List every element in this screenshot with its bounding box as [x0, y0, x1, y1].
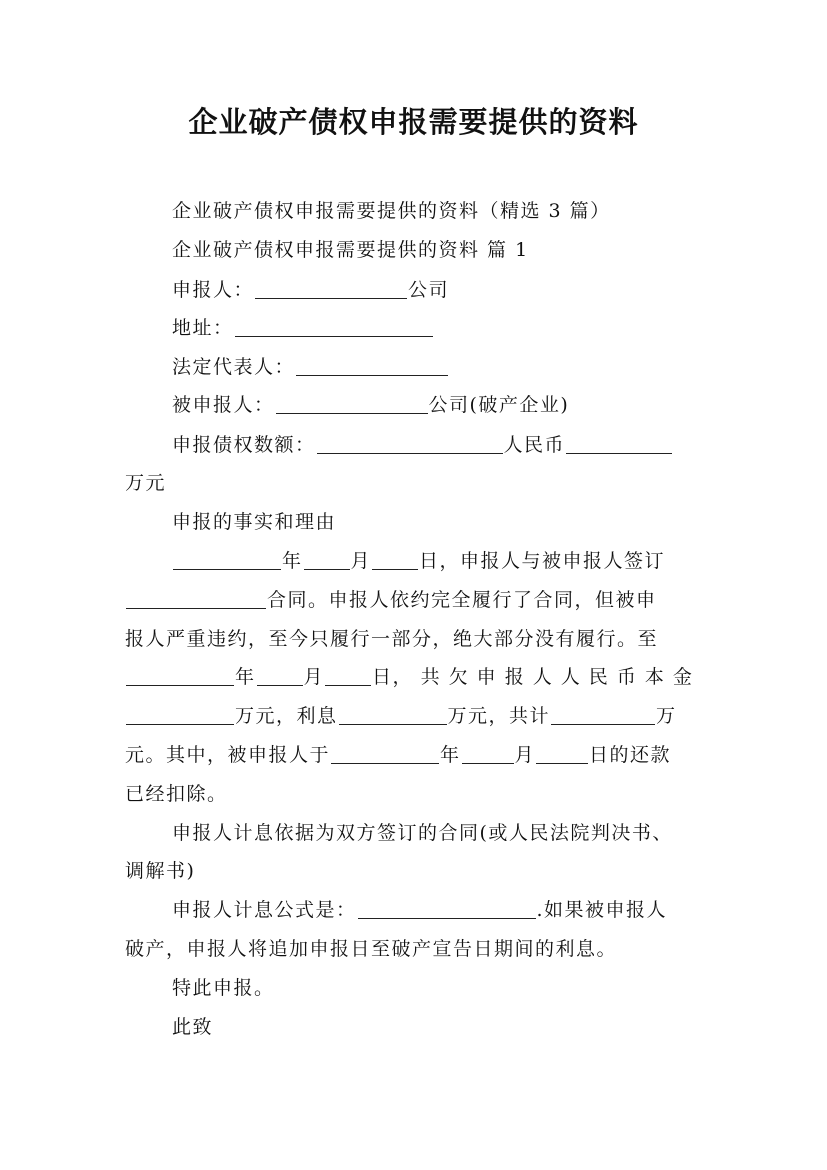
facts-heading: 申报的事实和理由: [172, 511, 337, 533]
facts-line-3: [125, 624, 658, 654]
legal-rep-blank[interactable]: [296, 355, 448, 376]
repayment-text: 日的还款: [589, 744, 672, 766]
contract-day-blank[interactable]: [372, 549, 418, 570]
address-blank[interactable]: [235, 316, 433, 337]
contract-name-blank[interactable]: [126, 588, 266, 609]
interest-basis-line: [172, 818, 673, 848]
month-label: 月: [350, 550, 372, 572]
salutation-line: [172, 1012, 213, 1042]
subtitle-line: [172, 196, 611, 226]
year-label: 年: [235, 666, 256, 688]
facts-text-7: 已经扣除。: [125, 783, 228, 805]
principal-blank[interactable]: [126, 704, 234, 725]
repay-year-blank[interactable]: [331, 743, 439, 764]
interest-formula-line: [172, 895, 667, 925]
legal-rep-line: [172, 352, 449, 382]
claim-amount-label: 申报债权数额：: [172, 434, 316, 456]
contract-month-blank[interactable]: [304, 549, 350, 570]
closing-line: [172, 973, 275, 1003]
document-title: 企业破产债权申报需要提供的资料: [188, 105, 639, 139]
repay-month-blank[interactable]: [462, 743, 514, 764]
contract-year-blank[interactable]: [173, 549, 281, 570]
facts-text-1: 日，申报人与被申报人签订: [419, 550, 666, 572]
facts-line-1: [172, 546, 665, 576]
owed-day-blank[interactable]: [325, 665, 371, 686]
owed-month-blank[interactable]: [257, 665, 303, 686]
applicant-suffix: 公司: [408, 279, 450, 301]
applicant-line: [172, 275, 449, 305]
month-label: 月: [514, 744, 536, 766]
respondent-label: 被申报人：: [172, 394, 275, 416]
interest-formula-text: .如果被申报人: [536, 899, 668, 921]
facts-line-6: [125, 740, 671, 770]
unit-text: 万元: [125, 472, 167, 494]
section-heading: [172, 235, 529, 265]
legal-rep-label: 法定代表人：: [172, 356, 296, 378]
address-line: [172, 313, 434, 343]
respondent-line: [172, 390, 569, 420]
facts-text-4: 日， 共 欠 申 报 人 人 民 币 本 金: [372, 666, 694, 688]
rmb-label: 人民币: [503, 434, 566, 456]
facts-line-5: [125, 701, 677, 731]
facts-text-3: 报人严重违约，至今只履行一部分，绝大部分没有履行。至: [125, 628, 659, 650]
bankruptcy-interest-text: 破产，申报人将追加申报日至破产宣告日期间的利息。: [125, 938, 618, 960]
claim-amount-unit-line: [125, 468, 166, 498]
interest-blank[interactable]: [339, 704, 447, 725]
unit-wan: 万: [656, 705, 677, 727]
applicant-label: 申报人：: [172, 279, 255, 301]
interest-basis-cont-line: [125, 856, 195, 886]
total-blank[interactable]: [551, 704, 655, 725]
respondent-blank[interactable]: [276, 393, 428, 414]
repay-day-blank[interactable]: [536, 743, 588, 764]
address-label: 地址：: [172, 317, 234, 339]
interest-formula-blank[interactable]: [358, 898, 536, 919]
claim-amount-line: [172, 430, 673, 460]
applicant-blank[interactable]: [255, 278, 407, 299]
facts-line-4: [125, 662, 693, 692]
interest-formula-label: 申报人计息公式是：: [172, 899, 357, 921]
closing-text: 特此申报。: [172, 977, 275, 999]
interest-basis-text: 申报人计息依据为双方签订的合同(或人民法院判决书、: [172, 822, 673, 844]
facts-line-7: [125, 779, 228, 809]
facts-heading-line: [172, 507, 336, 537]
owed-year-blank[interactable]: [126, 665, 234, 686]
salutation-text: 此致: [172, 1016, 214, 1038]
facts-line-2: [125, 585, 657, 615]
rmb-blank[interactable]: [566, 433, 672, 454]
bankruptcy-interest-line: [125, 934, 617, 964]
subtitle-text: 企业破产债权申报需要提供的资料（精选 3 篇）: [172, 200, 611, 222]
respondent-suffix: 公司(破产企业): [428, 394, 570, 416]
section-heading-text: 企业破产债权申报需要提供的资料 篇 1: [172, 239, 529, 261]
facts-text-6: 元。其中，被申报人于: [125, 744, 331, 766]
month-label: 月: [303, 666, 325, 688]
year-label: 年: [282, 550, 303, 572]
total-label: 万元，共计: [447, 705, 551, 727]
interest-label: 万元，利息: [235, 705, 338, 727]
facts-text-2: 合同。申报人依约完全履行了合同，但被申: [267, 589, 657, 611]
claim-amount-blank[interactable]: [317, 433, 503, 454]
year-label: 年: [440, 744, 461, 766]
interest-basis-cont-text: 调解书): [125, 860, 196, 882]
